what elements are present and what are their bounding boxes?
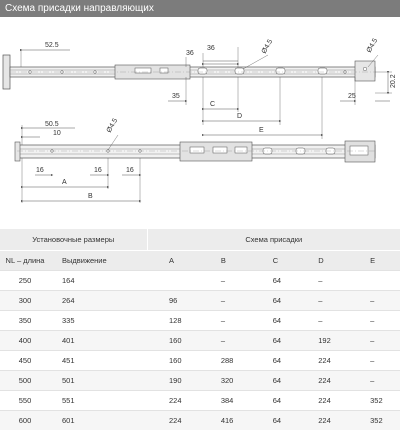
col-header-e: E [348, 251, 400, 271]
dim-16-a: 16 [36, 167, 44, 174]
group-header-drilling: Схема присадки [147, 229, 400, 251]
bottom-rail-drawing [15, 117, 375, 203]
cell-a [147, 271, 199, 291]
cell-d: 224 [296, 371, 348, 391]
cell-c: 64 [251, 391, 297, 411]
dim-25: 25 [348, 93, 356, 100]
dim-35: 35 [172, 93, 180, 100]
cell-b: – [199, 331, 251, 351]
col-header-c: C [251, 251, 297, 271]
table-row [0, 311, 400, 331]
cell-extension: 164 [50, 271, 147, 291]
drilling-scheme-drawing [0, 17, 400, 229]
dim-52-5: 52.5 [45, 42, 59, 49]
dim-10: 10 [53, 130, 61, 137]
cell-c: 64 [251, 271, 297, 291]
cell-c: 64 [251, 371, 297, 391]
cell-e: – [348, 351, 400, 371]
table-row [0, 411, 400, 430]
table-row [0, 391, 400, 411]
cell-b: 288 [199, 351, 251, 371]
cell-d: – [296, 291, 348, 311]
dim-phi-top-1: Ø4.5 [261, 38, 275, 55]
cell-c: 64 [251, 291, 297, 311]
col-header-extension: Выдвижение [50, 251, 147, 271]
dim-phi-bottom: Ø4.5 [106, 117, 120, 134]
cell-a: 190 [147, 371, 199, 391]
cell-b: – [199, 311, 251, 331]
dim-phi-top-2: Ø4.5 [366, 37, 380, 54]
cell-e: 352 [348, 391, 400, 411]
dim-20-2: 20.2 [390, 74, 397, 88]
dim-36-right: 36 [207, 45, 215, 52]
cell-b: 416 [199, 411, 251, 430]
dim-a: A [62, 179, 67, 186]
cell-b: – [199, 271, 251, 291]
cell-d: 224 [296, 411, 348, 430]
table-row [0, 351, 400, 371]
cell-extension: 451 [50, 351, 147, 371]
cell-e [348, 271, 400, 291]
cell-e: – [348, 291, 400, 311]
group-header-installation: Установочные размеры [0, 229, 147, 251]
dim-d: D [237, 113, 242, 120]
drilling-table-wrap [0, 229, 400, 400]
cell-a: 224 [147, 391, 199, 411]
table-row [0, 271, 400, 291]
cell-d: 224 [296, 391, 348, 411]
cell-nl: 500 [0, 371, 50, 391]
table-row [0, 291, 400, 311]
cell-e: 352 [348, 411, 400, 430]
cell-d: – [296, 271, 348, 291]
section-title: Схема присадки направляющих [0, 0, 400, 17]
dim-b: B [88, 193, 93, 200]
col-header-nl: NL – длина [0, 251, 50, 271]
cell-c: 64 [251, 311, 297, 331]
cell-d: – [296, 311, 348, 331]
col-header-d: D [296, 251, 348, 271]
cell-e: – [348, 371, 400, 391]
cell-nl: 550 [0, 391, 50, 411]
cell-a: 96 [147, 291, 199, 311]
cell-nl: 250 [0, 271, 50, 291]
cell-d: 224 [296, 351, 348, 371]
cell-b: – [199, 291, 251, 311]
dim-e: E [259, 127, 264, 134]
cell-b: 320 [199, 371, 251, 391]
cell-c: 64 [251, 331, 297, 351]
cell-a: 160 [147, 331, 199, 351]
cell-extension: 601 [50, 411, 147, 430]
cell-a: 160 [147, 351, 199, 371]
col-header-a: A [147, 251, 199, 271]
cell-a: 128 [147, 311, 199, 331]
dim-36-left: 36 [186, 50, 194, 57]
top-front-bracket [3, 55, 10, 89]
cell-extension: 335 [50, 311, 147, 331]
table-row [0, 371, 400, 391]
cell-e: – [348, 331, 400, 351]
cell-d: 192 [296, 331, 348, 351]
cell-extension: 551 [50, 391, 147, 411]
cell-nl: 450 [0, 351, 50, 371]
cell-nl: 350 [0, 311, 50, 331]
cell-nl: 600 [0, 411, 50, 430]
dim-16-b: 16 [94, 167, 102, 174]
cell-b: 384 [199, 391, 251, 411]
cell-a: 224 [147, 411, 199, 430]
cell-e: – [348, 311, 400, 331]
cell-extension: 264 [50, 291, 147, 311]
dim-16-c: 16 [126, 167, 134, 174]
cell-c: 64 [251, 411, 297, 430]
cell-extension: 401 [50, 331, 147, 351]
col-header-b: B [199, 251, 251, 271]
cell-c: 64 [251, 351, 297, 371]
cell-extension: 501 [50, 371, 147, 391]
top-rail-drawing [3, 37, 397, 139]
dim-50-5: 50.5 [45, 121, 59, 128]
dim-c: C [210, 101, 215, 108]
table-row [0, 331, 400, 351]
cell-nl: 400 [0, 331, 50, 351]
cell-nl: 300 [0, 291, 50, 311]
